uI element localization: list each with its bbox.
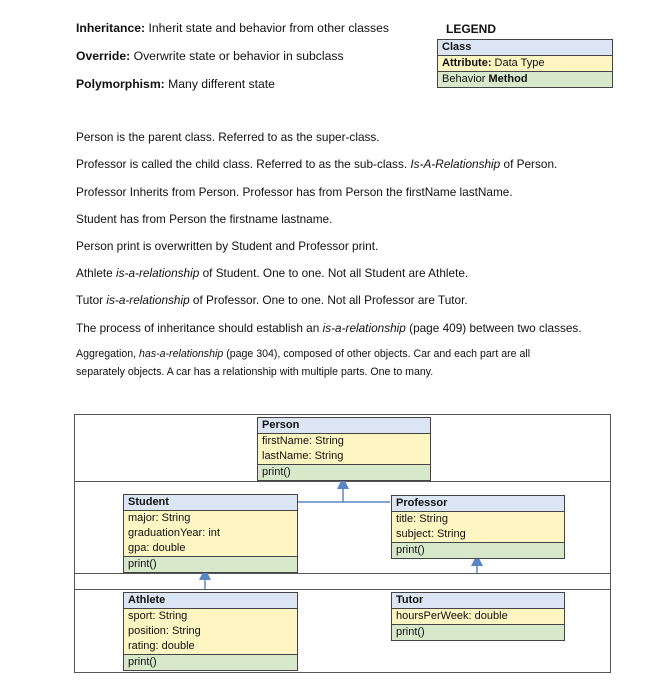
class-name: Athlete — [124, 593, 297, 609]
method: print() — [258, 465, 430, 480]
class-professor — [391, 495, 565, 559]
paragraph-tutor: Tutor is-a-relationship of Professor. One to one. Not all Professor are Tutor. — [76, 293, 468, 307]
attribute: subject: String — [392, 527, 564, 543]
class-person — [257, 417, 431, 481]
attribute: graduationYear: int — [124, 526, 297, 541]
legend-class: Class — [438, 40, 612, 56]
attribute: title: String — [392, 512, 564, 527]
attribute: hoursPerWeek: double — [392, 609, 564, 625]
paragraph-athlete: Athlete is-a-relationship of Student. One to one. Not all Student are Athlete. — [76, 266, 469, 280]
paragraph-aggregation: Aggregation, has-a-relationship (page 304), composed of other objects. Car and each part are all — [76, 348, 531, 360]
class-tutor — [391, 592, 565, 641]
paragraph-child-class: Professor is called the child class. Referred to as the sub-class. Is-A-Relationship of Person. — [76, 157, 558, 171]
attribute: gpa: double — [124, 541, 297, 557]
attribute: sport: String — [124, 609, 297, 624]
method: print() — [392, 543, 564, 558]
definition-polymorphism: Polymorphism: Many different state — [76, 77, 275, 91]
attribute: firstName: String — [258, 434, 430, 449]
method: print() — [124, 655, 297, 670]
paragraph-student-has: Student has from Person the firstname lastname. — [76, 212, 333, 226]
paragraph-car-parts: separately objects. A car has a relationship with multiple parts. One to many. — [76, 366, 434, 378]
attribute: rating: double — [124, 639, 297, 655]
attribute: position: String — [124, 624, 297, 639]
method: print() — [392, 625, 564, 640]
paragraph-professor-inherits: Professor Inherits from Person. Professor has from Person the firstName lastName. — [76, 185, 513, 199]
definition-override: Override: Overwrite state or behavior in subclass — [76, 49, 344, 63]
class-athlete — [123, 592, 298, 671]
legend-behavior: Behavior Method — [438, 72, 612, 87]
paragraph-parent-class: Person is the parent class. Referred to as the super-class. — [76, 130, 380, 144]
class-name: Professor — [392, 496, 564, 512]
legend-title: LEGEND — [446, 22, 497, 36]
attribute: major: String — [124, 511, 297, 526]
legend-attribute: Attribute: Data Type — [438, 56, 612, 72]
method: print() — [124, 557, 297, 572]
paragraph-print-overwritten: Person print is overwritten by Student and Professor print. — [76, 239, 379, 253]
class-student — [123, 494, 298, 573]
paragraph-inheritance-process: The process of inheritance should establish an is-a-relationship (page 409) between two classes. — [76, 321, 582, 335]
definition-inheritance: Inheritance: Inherit state and behavior from other classes — [76, 21, 389, 35]
attribute: lastName: String — [258, 449, 430, 465]
class-name: Student — [124, 495, 297, 511]
class-name: Person — [258, 418, 430, 434]
class-name: Tutor — [392, 593, 564, 609]
